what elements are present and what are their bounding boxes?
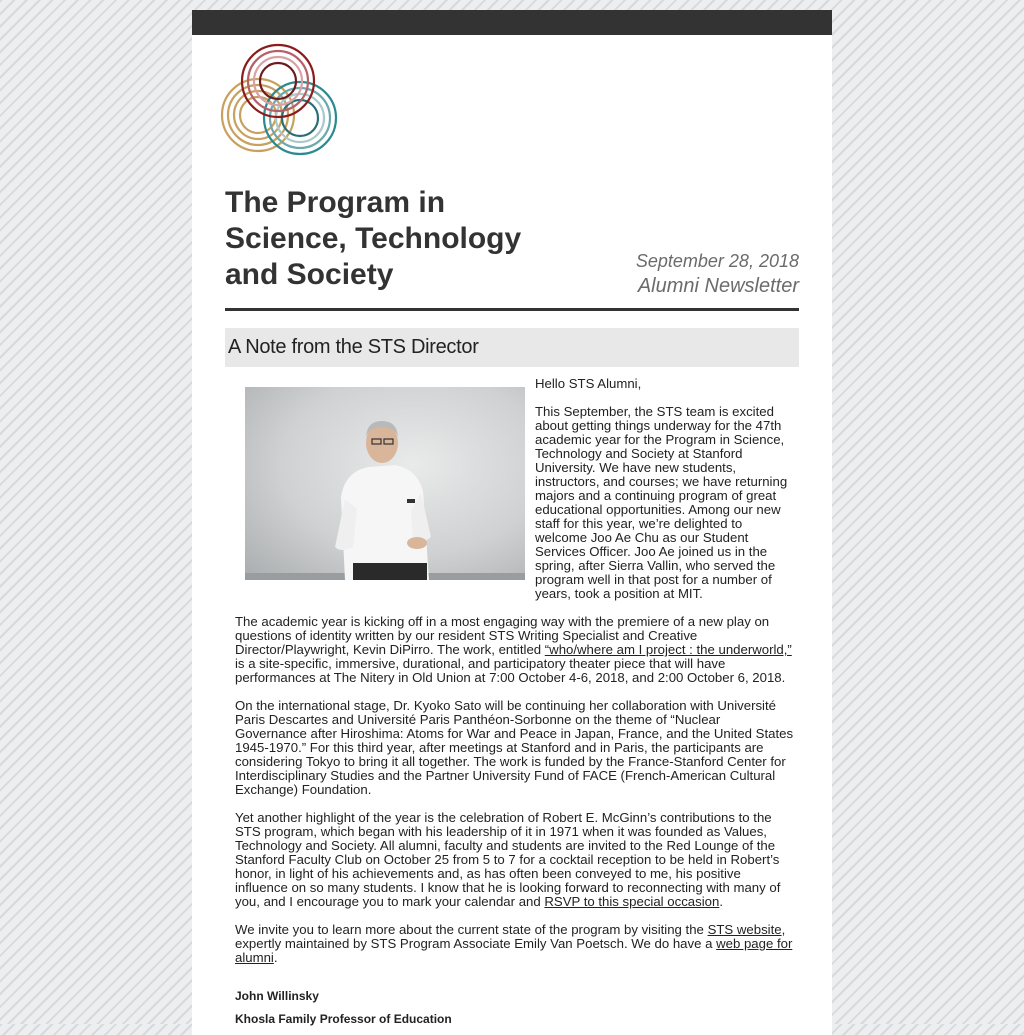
title-divider [225,308,799,311]
director-photo [245,387,525,580]
intro-paragraph: This September, the STS team is excited about getting things underway for the 47th academic year for the Program in Science, Technology and Society at Stanford University. We have new students, instructors, and courses; we have returning majors and a continuing program of great educational opportunities. Among our new staff for this year, we’re delighted to welcome Joo Ae Chu as our Student Services Officer. Joo Ae joined us in the spring, after Sierra Vallin, who served the program well in that post for a number of years, took a position at MIT. [535,404,788,601]
issue-type: Alumni Newsletter [637,275,799,297]
program-title: The Program in Science, Technology and Society [225,186,522,291]
paragraph-text: . [719,894,723,909]
paragraph-celebration [235,811,795,909]
paragraph-text: , expertly maintained by STS Program Associate Emily Van Poetsch. We do have a [235,922,786,951]
letter-body [235,615,795,979]
signature-name: John Willinsky [235,989,319,1003]
greeting: Hello STS Alumni, [535,376,642,391]
paragraph-text: . [273,950,278,965]
sts-website-link[interactable]: STS website [707,922,782,937]
paragraph-text: We invite you to learn more about the current state of the program by visiting the [235,922,708,937]
top-bar [192,10,832,35]
section-heading: A Note from the STS Director [225,328,799,367]
newsletter-card [192,35,832,1035]
paragraph-play [235,615,795,685]
rsvp-link[interactable]: RSVP to this special occasion [544,894,720,909]
intro-column [535,377,797,615]
play-link[interactable]: “who/where am I project : the underworld,” [544,642,792,657]
paragraph-text: The academic year is kicking off in a most engaging way with the premiere of a new play on questions of identity written by our resident STS Writing Specialist and Creative Director/Playwright, Kevin DiPirro. The work, entitled [235,614,770,657]
issue-date: September 28, 2018 [635,251,799,271]
alumni-page-link[interactable]: web page for alumni [235,936,793,965]
paragraph-text: Yet another highlight of the year is the celebration of Robert E. McGinn’s contributions to the STS program, which began with his leadership of it in 1971 when it was founded as Values, Technology and Society. All alumni, faculty and students are invited to the Red Lounge of the Stanford Faculty Club on October 25 from 5 to 7 for a cocktail reception to be held in Robert’s honor, in light of his achievements and, as has often been conveyed to me, his positive influence on so many students. I know that he is looking forward to reconnecting with many of you, and I encourage you to mark your calendar and [235,810,781,909]
sts-logo [220,43,340,159]
issue-info [636,249,799,299]
paragraph-international: On the international stage, Dr. Kyoko Sato will be continuing her collaboration with Université Paris Descartes and Université Paris Panthéon-Sorbonne on the theme of “Nuclear Governance after Hiroshima: Atoms for War and Peace in Japan, France, and the United States 1945-1970.” For this third year, after meetings at Stanford and in Paris, the participants are considering Tokyo to bring it all together. The work is funded by the France-Stanford Center for Interdisciplinary Studies and the Partner University Fund of FACE (French-American Cultural Exchange) Foundation. [235,698,794,797]
signature-title: Khosla Family Professor of Education [235,1012,452,1026]
paragraph-website [235,923,795,965]
paragraph-text: is a site-specific, immersive, durational, and participatory theater piece that will have performances at The Nitery in Old Union at 7:00 October 4-6, 2018, and 2:00 October 6, 2018. [235,656,786,685]
